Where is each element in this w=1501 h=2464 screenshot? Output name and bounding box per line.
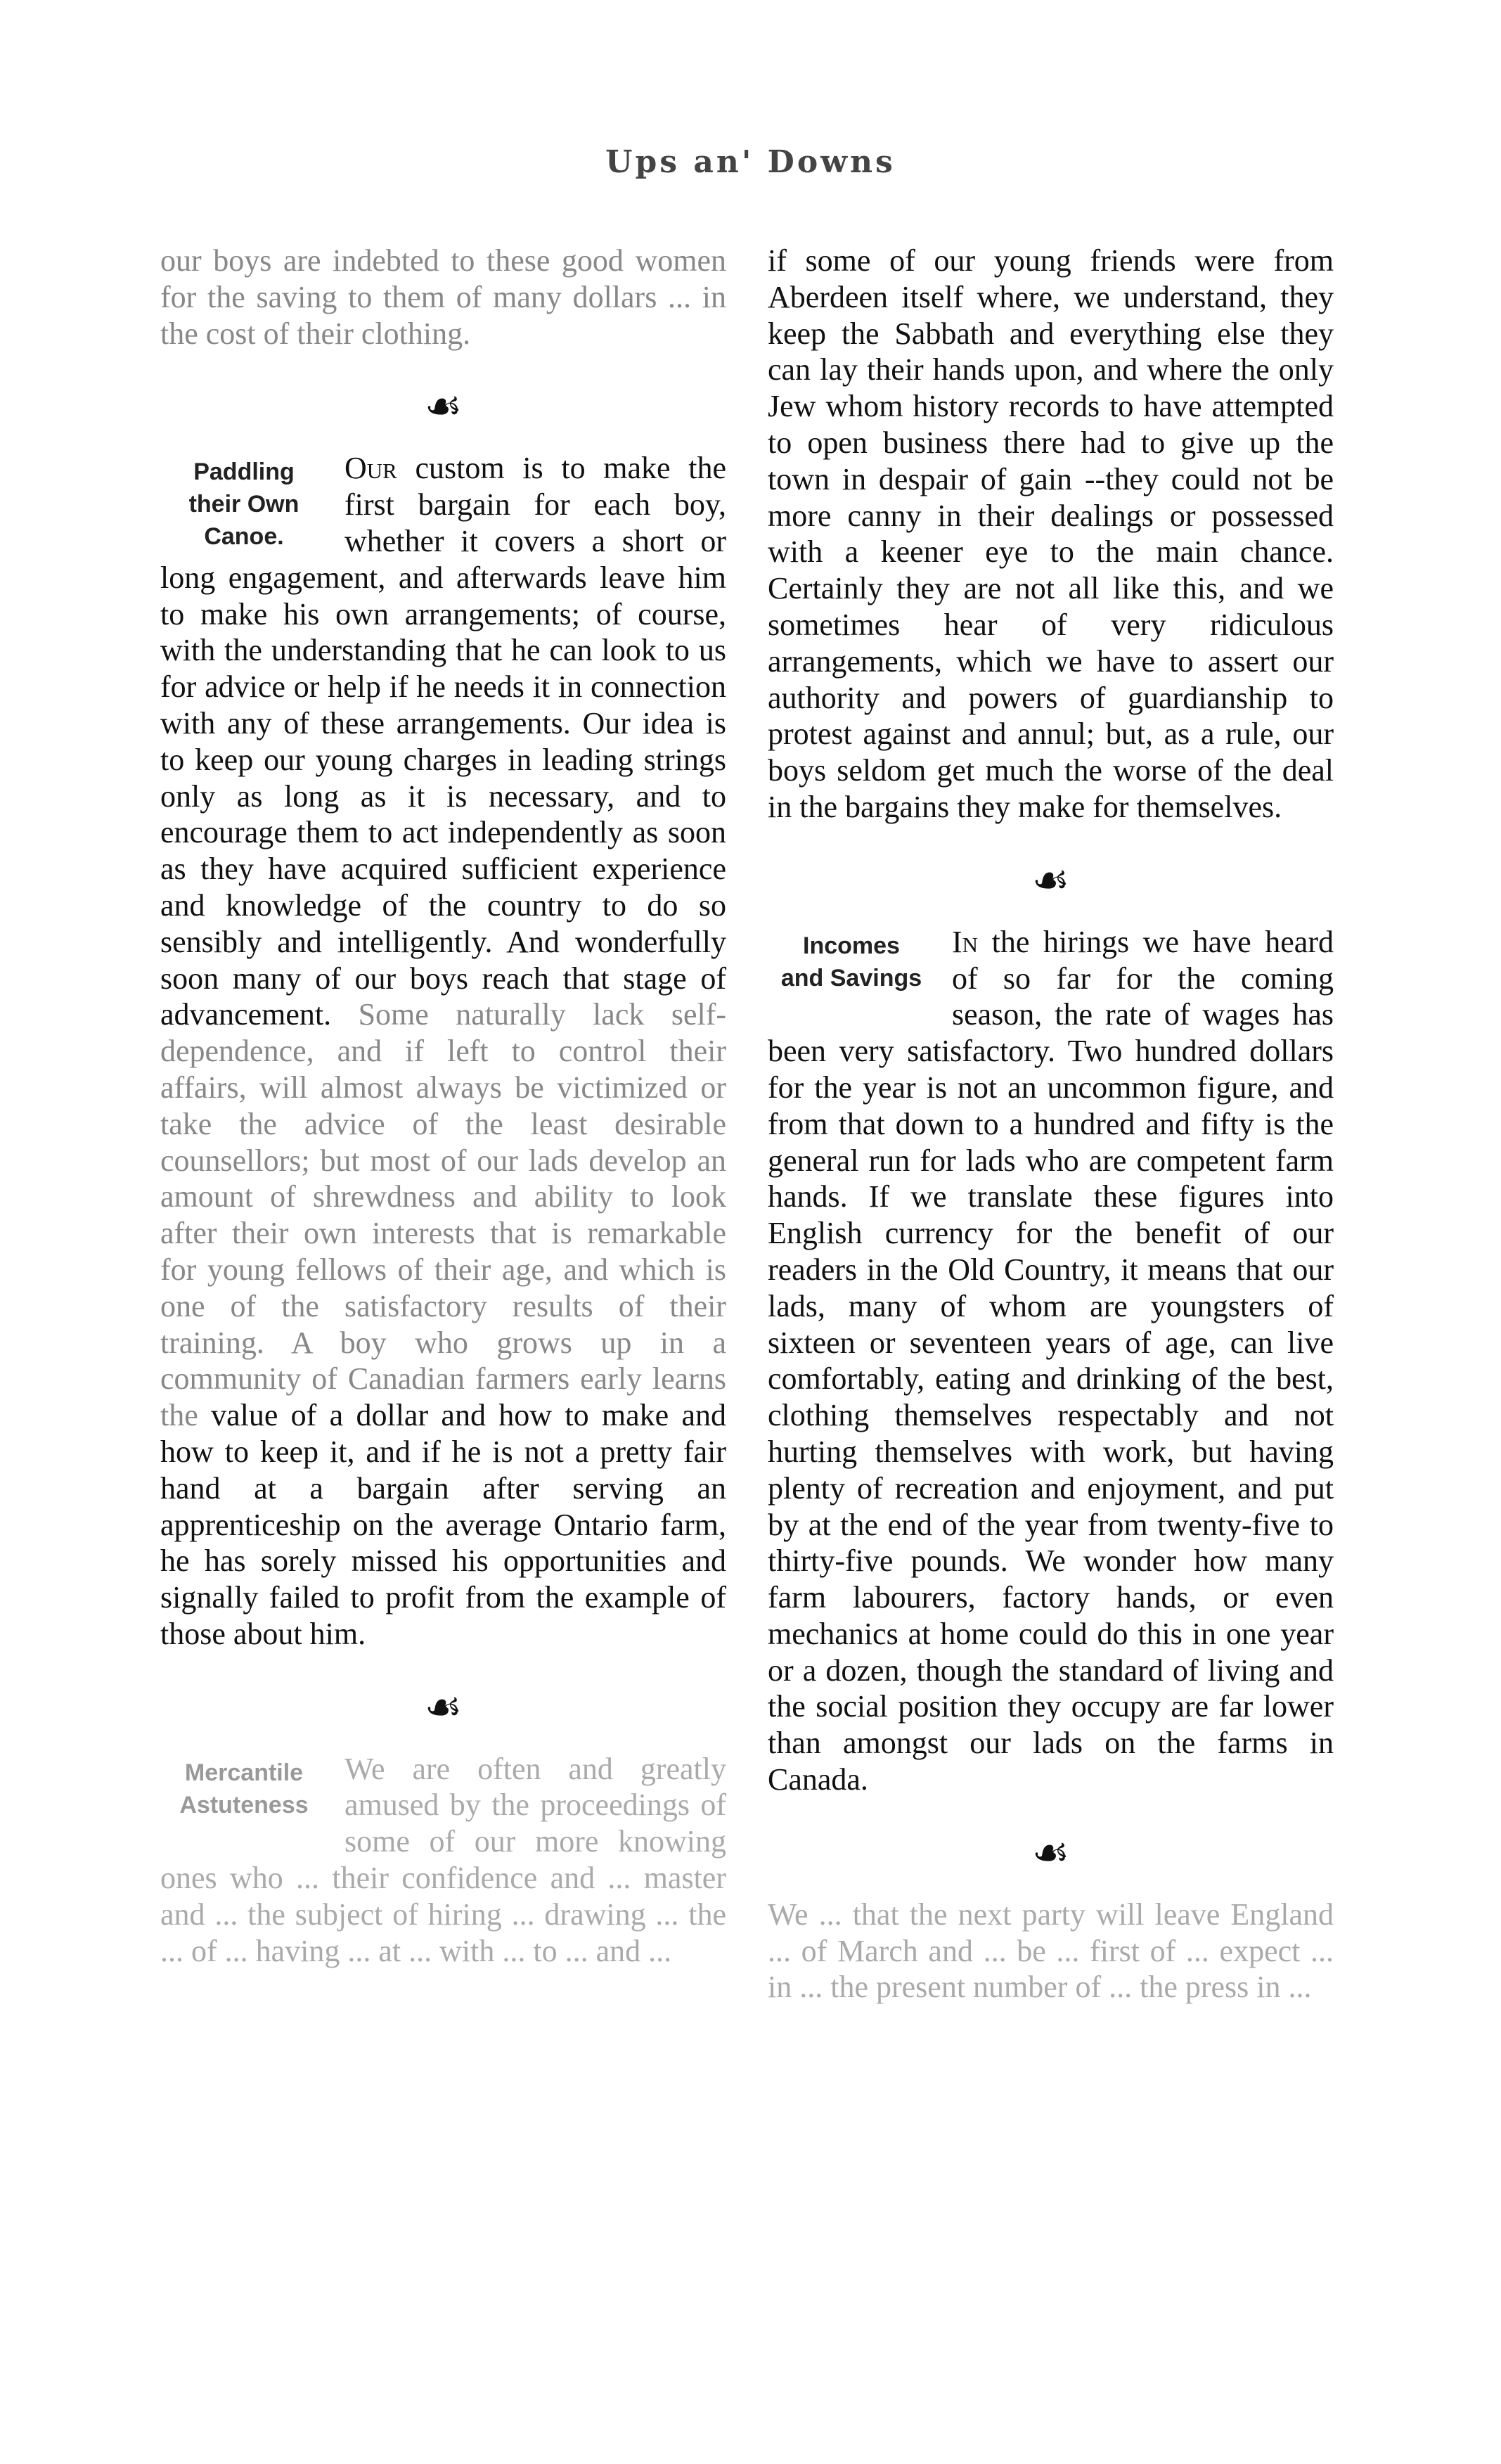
running-title: Ups an' Downs [605, 144, 896, 180]
sidenote-line: Astuteness [179, 1791, 309, 1818]
ornament-fleuron-icon: ☙ [1031, 1828, 1070, 1878]
sidenote-paddling [160, 456, 328, 553]
intro-fragment: our boys are indebted to these good women for the saving to them of many dollars ... in the cost of their clothing. [160, 243, 726, 351]
right-column [768, 243, 1334, 2006]
ornament-fleuron-icon: ☙ [424, 382, 463, 432]
incomes-paragraph [768, 924, 1334, 1798]
sidenote-line: and Savings [780, 964, 922, 992]
paddling-text-end: value of a dollar and how to make and how to keep it, and if he is not a pretty fair hand at a bargain after serving an apprenticeship on the average Ontario farm, he has sorely missed his opportunities and signally failed to profit from the example of those about him. [160, 1398, 727, 1651]
paddling-paragraph [160, 450, 726, 1652]
incomes-text: the hirings we have heard of so far for the coming season, the rate of wages has been very satisfactory. Two hundred dollars for the year is not an uncommon figure, and from that down to a hundred and fifty is the general run for lads who are competent farm hands. If we translate these figures into English currency for the benefit of our readers in the Old Country, it means that our lads, many of whom are youngsters of sixteen or seventeen years of age, can live comfortably, eating and drinking of the best, clothing themselves respectably and not hurting themselves with work, but having plenty of recreation and enjoyment, and put by at the end of the year from twenty-five to thirty-five pounds. We wonder how many farm labourers, factory hands, or even mechanics at home could do this in one year or a dozen, though the standard of living and the social position they occupy are far lower than amongst our lads on the farms in Canada. [768, 924, 1334, 1797]
drop-words: In [952, 924, 979, 959]
paddling-text-faded: Some naturally lack self-dependence, and if left to control their affairs, will almost always be victimized or take the advice of the least desirable counsellors; but most of our lads develop an amount of shrewdness and ability to look after their own interests that is remarkable for young fellows of their age, and which is one of the satisfactory results of their training. A boy who grows up in a community of Canadian farmers early learns the [160, 997, 726, 1433]
sidenote-line: Incomes [803, 932, 900, 959]
sidenote-astuteness [160, 1757, 328, 1821]
sidenote-line: Mercantile [184, 1759, 304, 1786]
sidenote-line: Canoe. [204, 523, 284, 551]
ornament-fleuron-icon: ☙ [1031, 855, 1070, 905]
continuation-paragraph: if some of our young friends were from Aberdeen itself where, we understand, they keep the Sabbath and everything else they can lay their hands upon, and where the only Jew whom history records to have attempted to open business there had to give up the town in despair of gain --they could not be more canny in their dealings or possessed with a keener eye to the main chance. Certainly they are not all like this, and we sometimes hear of very ridiculous arrangements, which we have to assert our authority and powers of guardianship to protest against and annul; but, as a rule, our boys seldom get much the worse of the deal in the bargains they make for themselves. [768, 243, 1334, 824]
sidenote-line: Paddling [193, 458, 295, 486]
final-fragment: We ... that the next party will leave England ... of March and ... be ... first of ... expect ... in ... the present number of ... the press in ... [768, 1897, 1334, 2005]
ornament-fleuron-icon: ☙ [424, 1682, 463, 1732]
astuteness-paragraph: We are often and greatly amused by the proceedings of some of our more knowing ones who ... their confidence and ... master and ... the subject of hiring ... drawing ... the ... of ... having ... at ... with ... to ... and ... [160, 1751, 726, 1968]
sidenote-line: their Own [188, 491, 299, 518]
drop-words: Our [344, 451, 397, 486]
left-column [160, 243, 726, 1969]
paddling-text: custom is to make the first bargain for each boy, whether it covers a short or long engagement, and afterwards leave him to make his own arrangements; of course, with the understanding that he can look to us for advice or help if he needs it in connection with any of these arrangements. Our idea is to keep our young charges in leading strings only as long as it is necessary, and to encourage them to act independently as soon as they have acquired sufficient experience and knowledge of the country to do so sensibly and intelligently. And wonderfully soon many of our boys reach that stage of advancement. [160, 451, 726, 1032]
sidenote-incomes [768, 930, 935, 994]
